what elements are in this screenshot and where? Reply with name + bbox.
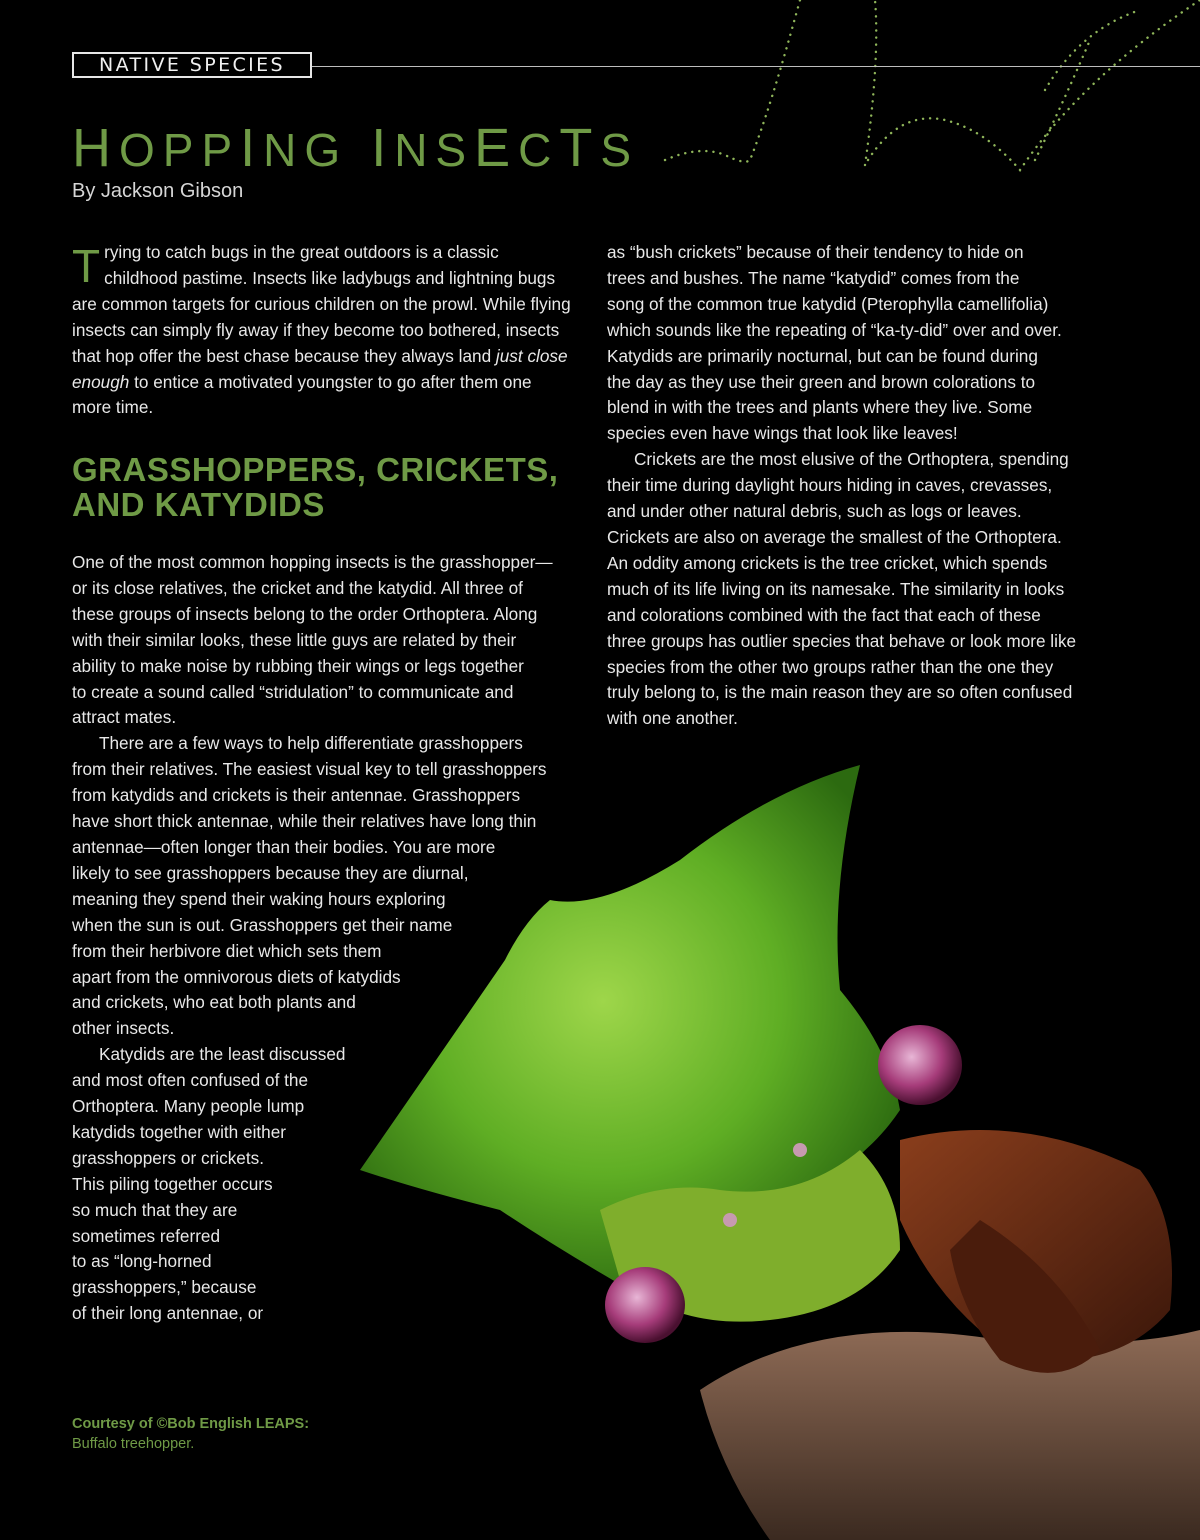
body-line: and colorations combined with the fact that each of these <box>607 604 1041 625</box>
body-line: with their similar looks, these little guys are related by their <box>72 629 517 650</box>
article-title <box>72 112 639 186</box>
drop-cap: T <box>72 240 101 292</box>
body-line: these groups of insects belong to the order Orthoptera. Along <box>72 603 538 624</box>
body-line: There are a few ways to help differentiate grasshoppers <box>99 733 523 754</box>
body-line: species even have wings that look like leaves! <box>607 423 958 444</box>
body-line: which sounds like the repeating of “ka-ty-did” over and over. <box>607 319 1062 340</box>
photo-credit <box>72 1414 309 1454</box>
body-line: ability to make noise by rubbing their wings or legs together <box>72 655 524 676</box>
body-line: Crickets are the most elusive of the Orthoptera, spending <box>634 449 1069 470</box>
body-line: Orthoptera. Many people lump <box>72 1096 305 1117</box>
section-heading: GRASSHOPPERS, CRICKETS, AND KATYDIDS <box>72 451 559 523</box>
body-line: attract mates. <box>72 707 177 728</box>
body-line: three groups has outlier species that behave or look more like <box>607 630 1077 651</box>
body-line: to as “long-horned <box>72 1251 212 1272</box>
body-line: song of the common true katydid (Pterophylla camellifolia) <box>607 293 1049 314</box>
title-part: NG <box>263 124 349 176</box>
body-line: the day as they use their green and brown colorations to <box>607 371 1036 392</box>
title-part: T <box>559 118 601 178</box>
title-part: OPP <box>119 124 241 176</box>
body-line: as “bush crickets” because of their tendency to hide on <box>607 242 1024 262</box>
body-line: Katydids are primarily nocturnal, but can be found during <box>607 345 1038 366</box>
body-line: katydids together with either <box>72 1121 287 1142</box>
body-line: grasshoppers,” because <box>72 1277 257 1298</box>
body-line: apart from the omnivorous diets of katydids <box>72 966 401 987</box>
photo-caption: Buffalo treehopper. <box>72 1436 195 1452</box>
body-line: antennae—often longer than their bodies. You are more <box>72 836 496 857</box>
body-line: trees and bushes. The name “katydid” comes from the <box>607 267 1020 288</box>
header-rule <box>312 66 1200 67</box>
body-line: and under other natural debris, such as logs or leaves. <box>607 501 1022 522</box>
body-line: One of the most common hopping insects is the grasshopper— <box>72 552 553 572</box>
body-line: their time during daylight hours hiding in caves, crevasses, <box>607 475 1053 496</box>
body-line: from katydids and crickets is their antennae. Grasshoppers <box>72 785 521 806</box>
body-line: species from the other two groups rather than the one they <box>607 656 1054 677</box>
body-line: with one another. <box>607 708 738 729</box>
body-line: other insects. <box>72 1018 175 1039</box>
title-part: S <box>600 124 640 176</box>
body-line: blend in with the trees and plants where they live. Some <box>607 397 1033 418</box>
body-line: of their long antennae, or <box>72 1303 264 1324</box>
body-line: and most often confused of the <box>72 1070 309 1091</box>
body-line: An oddity among crickets is the tree cricket, which spends <box>607 552 1048 573</box>
body-line: grasshoppers or crickets. <box>72 1147 264 1168</box>
intro-emphasis: just close enough <box>72 345 568 392</box>
body-line: to create a sound called “stridulation” to communicate and <box>72 681 514 702</box>
body-line: and crickets, who eat both plants and <box>72 992 356 1013</box>
body-line: Crickets are also on average the smallest of the Orthoptera. <box>607 526 1062 547</box>
title-part: NS <box>394 124 475 176</box>
intro-text-1: rying to catch bugs in the great outdoors is a classic childhood pastime. Insects like ladybugs and lightning bugs are common targets for curious children on the prowl. While flying insects can simply fly away if they become too bothered, insects that hop offer the best chase because they always land <box>72 242 571 366</box>
body-line: Katydids are the least discussed <box>99 1044 346 1065</box>
body-line: likely to see grasshoppers because they are diurnal, <box>72 862 469 883</box>
buffalo-treehopper-photo <box>300 750 1200 1540</box>
body-line: or its close relatives, the cricket and the katydid. All three of <box>72 577 523 598</box>
body-line: so much that they are <box>72 1199 238 1220</box>
body-line: from their relatives. The easiest visual key to tell grasshoppers <box>72 759 547 780</box>
body-line: This piling together occurs <box>72 1173 273 1194</box>
photo-credit-line: Courtesy of ©Bob English LEAPS: <box>72 1416 310 1432</box>
body-line: sometimes referred <box>72 1225 221 1246</box>
body-line: much of its life living on its namesake. The similarity in looks <box>607 578 1065 599</box>
intro-paragraph <box>72 240 572 421</box>
title-part: H <box>72 118 119 178</box>
title-part: E <box>474 118 519 178</box>
right-column-body <box>607 240 1117 732</box>
body-line: meaning they spend their waking hours exploring <box>72 888 446 909</box>
section-tag: NATIVE SPECIES <box>72 52 312 78</box>
intro-text-2: to entice a motivated youngster to go after them one more time. <box>72 371 532 418</box>
body-line: when the sun is out. Grasshoppers get their name <box>72 914 453 935</box>
title-part: I <box>371 118 395 178</box>
body-line: from their herbivore diet which sets them <box>72 940 382 961</box>
body-line: have short thick antennae, while their relatives have long thin <box>72 811 537 832</box>
body-line: truly belong to, is the main reason they are so often confused <box>607 682 1073 703</box>
title-part <box>348 118 371 178</box>
title-part: C <box>518 124 560 176</box>
title-part: I <box>240 118 264 178</box>
byline: By Jackson Gibson <box>72 180 244 202</box>
